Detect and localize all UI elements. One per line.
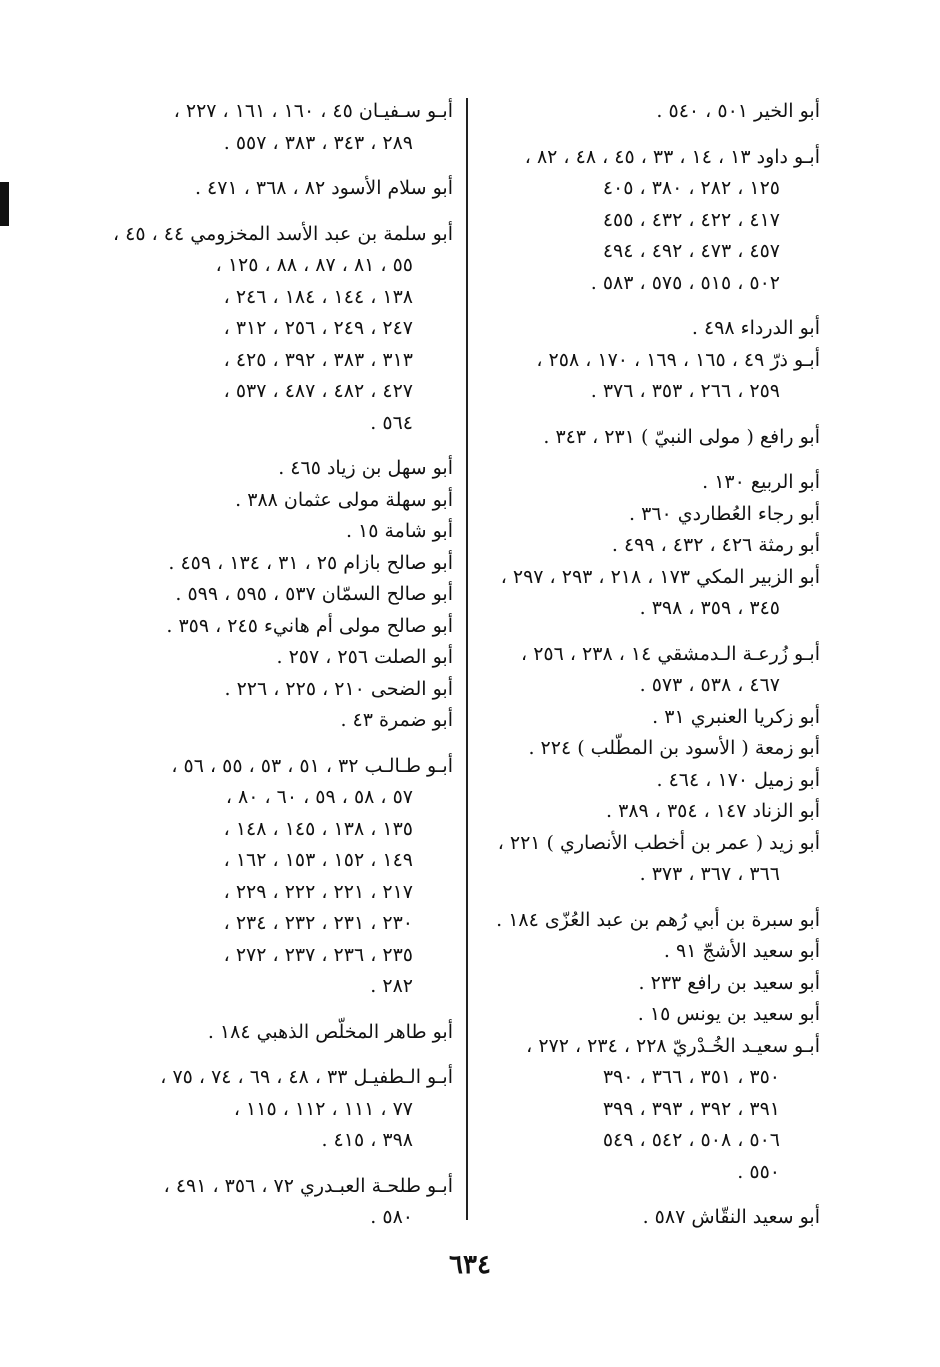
index-entry-heading: أبو صالح مولى أم هانيء ٢٤٥ ، ٣٥٩ . xyxy=(166,614,453,637)
index-entry-continuation: ٢٨٩ ، ٣٤٣ ، ٣٨٣ ، ٥٥٧ . xyxy=(223,131,413,154)
index-entry xyxy=(103,1171,453,1234)
index-entry-continuation: ٥٠٦ ، ٥٠٨ ، ٥٤٢ ، ٥٤٩ xyxy=(602,1129,780,1151)
index-entry-heading: أبو زمعة ( الأسود بن المطّلب ) ٢٢٤ . xyxy=(528,737,820,759)
index-entry-continuation: ٢٣٠ ، ٢٣١ ، ٢٣٢ ، ٢٣٤ ، xyxy=(223,912,413,934)
index-entry xyxy=(490,142,820,300)
index-entry xyxy=(490,999,820,1031)
index-entry-continuation: ٥٥٠ . xyxy=(737,1160,780,1183)
index-entry xyxy=(103,579,453,611)
index-entry-heading: أبو رافع ( مولى النبيّ ) ٢٣١ ، ٣٤٣ . xyxy=(543,425,820,448)
index-entry-continuation: ١٢٥ ، ٢٨٢ ، ٣٨٠ ، ٤٠٥ xyxy=(602,177,780,199)
index-entry xyxy=(103,642,453,674)
entry-gap xyxy=(490,625,820,639)
index-entry xyxy=(490,530,820,562)
index-entry-continuation: ٤٦٧ ، ٥٣٨ ، ٥٧٣ . xyxy=(639,674,780,696)
index-entry xyxy=(490,562,820,625)
index-entry xyxy=(103,751,453,1003)
index-entry-continuation: ٢٤٧ ، ٢٤٩ ، ٢٥٦ ، ٣١٢ ، xyxy=(223,317,413,339)
index-entry-heading: أبو سعيد بن رافع ٢٣٣ . xyxy=(638,971,820,994)
index-entry-heading: أبو سعيد النقّاش ٥٨٧ . xyxy=(642,1206,820,1228)
index-entry-heading: أبـو الـطفيـل ٣٣ ، ٤٨ ، ٦٩ ، ٧٤ ، ٧٥ ، xyxy=(160,1066,453,1088)
index-entry xyxy=(103,173,453,205)
index-entry-heading: أبو زكريا العنبري ٣١ . xyxy=(652,705,820,728)
index-entry-heading: أبو الضحى ٢١٠ ، ٢٢٥ ، ٢٢٦ . xyxy=(224,677,453,700)
index-entry xyxy=(490,1202,820,1234)
index-entry xyxy=(490,1031,820,1189)
index-entry xyxy=(490,499,820,531)
index-entry-continuation: ٥٨٠ . xyxy=(370,1206,413,1228)
entry-gap xyxy=(103,205,453,219)
index-entry xyxy=(490,765,820,797)
right-column xyxy=(490,96,820,1234)
index-entry-heading: أبو سهل بن زياد ٤٦٥ . xyxy=(278,457,453,479)
index-entry xyxy=(490,905,820,937)
column-divider xyxy=(466,98,468,1220)
index-entry-heading: أبو زميل ١٧٠ ، ٤٦٤ . xyxy=(656,768,820,791)
index-entry xyxy=(103,548,453,580)
index-entry-heading: أبو الزبير المكي ١٧٣ ، ٢١٨ ، ٢٩٣ ، ٢٩٧ ، xyxy=(500,565,820,588)
index-entry-heading: أبـو زُرعـة الـدمشقي ١٤ ، ٢٣٨ ، ٢٥٦ ، xyxy=(521,642,820,665)
index-entry-heading: أبو شامة ١٥ . xyxy=(345,520,453,542)
index-entry-heading: أبو طاهر المخلّص الذهبي ١٨٤ . xyxy=(207,1020,453,1043)
index-entry xyxy=(490,313,820,345)
index-entry-heading: أبـو سـفيـان ٤٥ ، ١٦٠ ، ١٦١ ، ٢٢٧ ، xyxy=(173,100,453,122)
index-entry-heading: أبـو سعيـد الخُـدْريّ ٢٢٨ ، ٢٣٤ ، ٢٧٢ ، xyxy=(526,1034,820,1057)
index-entry-heading: أبو سلام الأسود ٨٢ ، ٣٦٨ ، ٤٧١ . xyxy=(194,177,453,199)
page-number: ٦٣٤ xyxy=(449,1250,491,1280)
index-entry-continuation: ٤٢٧ ، ٤٨٢ ، ٤٨٧ ، ٥٣٧ ، xyxy=(223,380,413,402)
index-entry-continuation: ٢٥٩ ، ٢٦٦ ، ٣٥٣ ، ٣٧٦ . xyxy=(590,380,780,402)
index-entry-heading: أبو رجاء العُطاردي ٣٦٠ . xyxy=(629,502,820,525)
index-entry-heading: أبو زيد ( عمر بن أخطب الأنصاري ) ٢٢١ ، xyxy=(497,831,820,854)
index-entry xyxy=(490,639,820,702)
index-entry-heading: أبو سعيد بن يونس ١٥ . xyxy=(637,1003,820,1025)
index-entry xyxy=(490,796,820,828)
index-entry xyxy=(103,96,453,159)
entry-gap xyxy=(103,1157,453,1171)
index-entry xyxy=(490,96,820,128)
index-entry xyxy=(490,828,820,891)
index-entry-continuation: ٣٤٥ ، ٣٥٩ ، ٣٩٨ . xyxy=(639,597,780,619)
entry-gap xyxy=(103,159,453,173)
index-entry-continuation: ٥٦٤ . xyxy=(370,411,413,434)
index-entry-heading: أبو سهلة مولى عثمان ٣٨٨ . xyxy=(235,488,453,511)
index-entry-heading: أبـو داود ١٣ ، ١٤ ، ٣٣ ، ٤٥ ، ٤٨ ، ٨٢ ، xyxy=(524,145,820,168)
left-column xyxy=(103,96,453,1234)
index-entry-heading: أبـو ذرّ ٤٩ ، ١٦٥ ، ١٦٩ ، ١٧٠ ، ٢٥٨ ، xyxy=(536,348,820,371)
index-entry-continuation: ٥٠٢ ، ٥١٥ ، ٥٧٥ ، ٥٨٣ . xyxy=(590,271,780,294)
index-entry xyxy=(103,453,453,485)
index-entry-continuation: ٣٥٠ ، ٣٥١ ، ٣٦٦ ، ٣٩٠ xyxy=(602,1066,780,1088)
entry-gap xyxy=(103,1048,453,1062)
index-entry-continuation: ٤١٧ ، ٤٢٢ ، ٤٣٢ ، ٤٥٥ xyxy=(602,208,780,231)
entry-gap xyxy=(103,439,453,453)
index-entry-heading: أبو سعيد الأشجّ ٩١ . xyxy=(663,940,820,962)
index-entry xyxy=(103,611,453,643)
index-entry xyxy=(490,936,820,968)
index-entry xyxy=(103,705,453,737)
index-entry xyxy=(103,1017,453,1049)
index-entry-heading: أبـو طـالـب ٣٢ ، ٥١ ، ٥٣ ، ٥٥ ، ٥٦ ، xyxy=(171,754,453,777)
entry-gap xyxy=(490,408,820,422)
entry-gap xyxy=(490,128,820,142)
index-entry-heading: أبو الربيع ١٣٠ . xyxy=(702,471,820,493)
index-entry-continuation: ٣٩١ ، ٣٩٢ ، ٣٩٣ ، ٣٩٩ xyxy=(602,1097,780,1120)
index-entry-continuation: ٣١٣ ، ٣٨٣ ، ٣٩٢ ، ٤٢٥ ، xyxy=(223,348,413,371)
entry-gap xyxy=(490,453,820,467)
index-entry xyxy=(490,345,820,408)
scan-edge-mark xyxy=(0,182,9,226)
index-entry-heading: أبو صالح السمّان ٥٣٧ ، ٥٩٥ ، ٥٩٩ . xyxy=(175,583,453,605)
index-entry xyxy=(490,422,820,454)
index-entry xyxy=(490,733,820,765)
index-entry-continuation: ١٣٨ ، ١٤٤ ، ١٨٤ ، ٢٤٦ ، xyxy=(223,285,413,308)
entry-gap xyxy=(490,891,820,905)
index-entry-heading: أبو صالح بازام ٢٥ ، ٣١ ، ١٣٤ ، ٤٥٩ . xyxy=(168,551,453,574)
index-entry-continuation: ٣٩٨ ، ٤١٥ . xyxy=(321,1129,413,1151)
index-entry-continuation: ٥٧ ، ٥٨ ، ٥٩ ، ٦٠ ، ٨٠ ، xyxy=(225,786,413,808)
index-entry-continuation: ٢٣٥ ، ٢٣٦ ، ٢٣٧ ، ٢٧٢ ، xyxy=(223,943,413,966)
index-entry-continuation: ٢٨٢ . xyxy=(370,975,413,997)
index-entry-continuation: ٥٥ ، ٨١ ، ٨٧ ، ٨٨ ، ١٢٥ ، xyxy=(215,254,413,276)
index-entry xyxy=(490,467,820,499)
index-entry-heading: أبو ضمرة ٤٣ . xyxy=(340,709,453,731)
index-entry-heading: أبو الدرداء ٤٩٨ . xyxy=(691,317,820,339)
index-entry-continuation: ٤٥٧ ، ٤٧٣ ، ٤٩٢ ، ٤٩٤ xyxy=(602,240,780,262)
index-entry xyxy=(103,485,453,517)
index-entry-heading: أبو الزناد ١٤٧ ، ٣٥٤ ، ٣٨٩ . xyxy=(606,800,820,822)
index-entry-heading: أبو الخير ٥٠١ ، ٥٤٠ . xyxy=(656,100,820,122)
index-entry-continuation: ٢١٧ ، ٢٢١ ، ٢٢٢ ، ٢٢٩ ، xyxy=(223,880,413,903)
index-entry-continuation: ١٤٩ ، ١٥٢ ، ١٥٣ ، ١٦٢ ، xyxy=(223,849,413,871)
index-entry xyxy=(103,1062,453,1157)
index-entry xyxy=(103,219,453,440)
index-entry-heading: أبو رمثة ٤٢٦ ، ٤٣٢ ، ٤٩٩ . xyxy=(611,534,820,556)
entry-gap xyxy=(490,1188,820,1202)
index-entry-heading: أبـو طلحـة العبـدري ٧٢ ، ٣٥٦ ، ٤٩١ ، xyxy=(163,1174,453,1197)
index-entry xyxy=(490,968,820,1000)
entry-gap xyxy=(490,299,820,313)
index-entry xyxy=(103,674,453,706)
index-entry-heading: أبو سلمة بن عبد الأسد المخزومي ٤٤ ، ٤٥ ، xyxy=(112,222,453,245)
index-entry-continuation: ٧٧ ، ١١١ ، ١١٢ ، ١١٥ ، xyxy=(233,1097,413,1120)
index-entry xyxy=(103,516,453,548)
index-entry-heading: أبو سبرة بن أبي رُهم بن عبد العُزّى ١٨٤ . xyxy=(496,908,820,931)
index-entry-heading: أبو الصلت ٢٥٦ ، ٢٥٧ . xyxy=(276,646,453,668)
entry-gap xyxy=(103,737,453,751)
index-entry xyxy=(490,702,820,734)
entry-gap xyxy=(103,1003,453,1017)
index-entry-continuation: ٣٦٦ ، ٣٦٧ ، ٣٧٣ . xyxy=(639,863,780,885)
index-entry-continuation: ١٣٥ ، ١٣٨ ، ١٤٥ ، ١٤٨ ، xyxy=(223,817,413,840)
